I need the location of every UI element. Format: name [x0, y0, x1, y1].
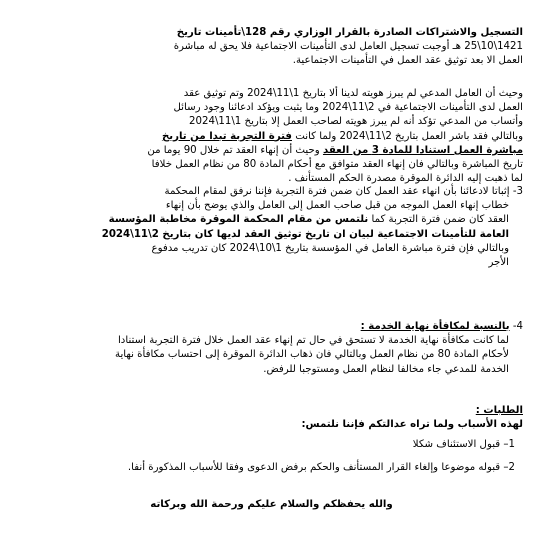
request-2: 2– قبوله موضوعا وإلغاء القرار المستأنف والحكم برفض الدعوى وفقا للأسباب المذكورة أنفا.: [127, 461, 515, 473]
requests-intro: لهذه الأسباب ولما تراه عدالتكم فإننا نلتمس:: [301, 419, 523, 431]
emphasis-article: مباشرة العمل استنادا للمادة 3 من العقد: [322, 144, 523, 156]
line: العامة للتأمينات الاجتماعية لبيان ان تاريخ توثيق العقد لديها كان بتاريخ 2\11\2024: [101, 228, 509, 240]
line: [20, 320, 523, 334]
line: [20, 185, 523, 199]
emphasis-probation: فترة التجربة تبدا من تاريخ: [161, 130, 292, 142]
line: لأحكام المادة 80 من نظام العمل وبالتالي فان ذهاب الدائرة الموقرة إلى احتساب مكافأة نهاية: [115, 349, 509, 361]
closing-line: والله يحفظكم والسلام عليكم ورحمة الله وبركاته: [150, 499, 393, 510]
line: وبالتالي فإن فترة مباشرة العامل في المؤسسة بتاريخ 1\10\2024 كان تدريب مدفوع: [151, 242, 509, 254]
request-1: 1– قبول الاستئناف شكلا: [412, 439, 515, 451]
line: العمل الا بعد توثيق عقد العمل في التأمينات الاجتماعية.: [292, 55, 523, 67]
line: لما كانت مكافأة نهاية الخدمة لا تستحق في حال تم إنهاء عقد العمل خلال فترة التجربة استنادا: [117, 335, 509, 347]
text: العقد كان ضمن فترة التجربة كما: [371, 214, 509, 226]
line: [20, 144, 523, 158]
line: الخدمة للمدعي جاء مخالفا لنظام العمل ومستوجبا للرفض.: [263, 363, 509, 375]
line: لما ذهبت إليه الدائرة الموقرة مصدرة الحكم المستأنف .: [288, 173, 523, 185]
item-4: [20, 320, 523, 377]
item-number: 4-: [512, 321, 523, 332]
line: وأتساب من المدعي تؤكد أنه لم يبرز هويته لصاحب العمل إلا بتاريخ 1\11\2024: [189, 116, 523, 128]
line: [20, 130, 523, 144]
line: وحيث أن العامل المدعي لم يبرز هويته لدينا ألا بتاريخ 1\11\2024 وتم توثيق عقد: [183, 88, 523, 99]
line: الأجر: [488, 257, 509, 269]
line: تاريخ المباشرة وبالتالي فان إنهاء العقد متوافق مع أحكام المادة 80 من نظام العمل خلافا: [151, 159, 523, 171]
line: خطاب إنهاء العمل الموجه من قبل صاحب العمل إلى العامل والذي يوضح بأن إنهاء: [165, 200, 509, 212]
text: وحيث أن إنهاء العقد تم خلال 90 يوما من: [147, 144, 320, 156]
requests: [20, 404, 523, 475]
line: 1421\10\25 هـ أوجبت تسجيل العامل لدى التأمينات الاجتماعية فلا يحق له مباشرة: [173, 41, 523, 53]
text: وبالتالي فقد باشر العمل بتاريخ 2\11\2024 ولما كانت: [295, 130, 523, 142]
line: العمل لدى التأمينات الاجتماعية في 2\11\2024 وما يثبت ويؤكد ادعائنا وجود رسائل: [173, 102, 523, 114]
requests-title: الطلبات :: [475, 405, 523, 416]
emphasis-request: نلتمس من مقام المحكمة الموقرة مخاطبة المؤسسة: [108, 214, 369, 226]
item-number: 3-: [512, 186, 523, 197]
paragraph-since: [20, 87, 523, 186]
paragraph-registration: [20, 26, 523, 69]
line: التسجيل والاشتراكات الصادرة بالقرار الوزاري رقم 128\تأمينات تاريخ: [176, 27, 523, 38]
line: [20, 213, 523, 227]
text: إثباتا لادعائنا بأن انهاء عقد العمل كان ضمن فترة التجربة فإننا نرفق لمقام المحكمة: [164, 186, 510, 197]
section-title: بالنسبة لمكافأة نهاية الخدمة :: [360, 321, 510, 332]
item-3: [20, 185, 523, 270]
